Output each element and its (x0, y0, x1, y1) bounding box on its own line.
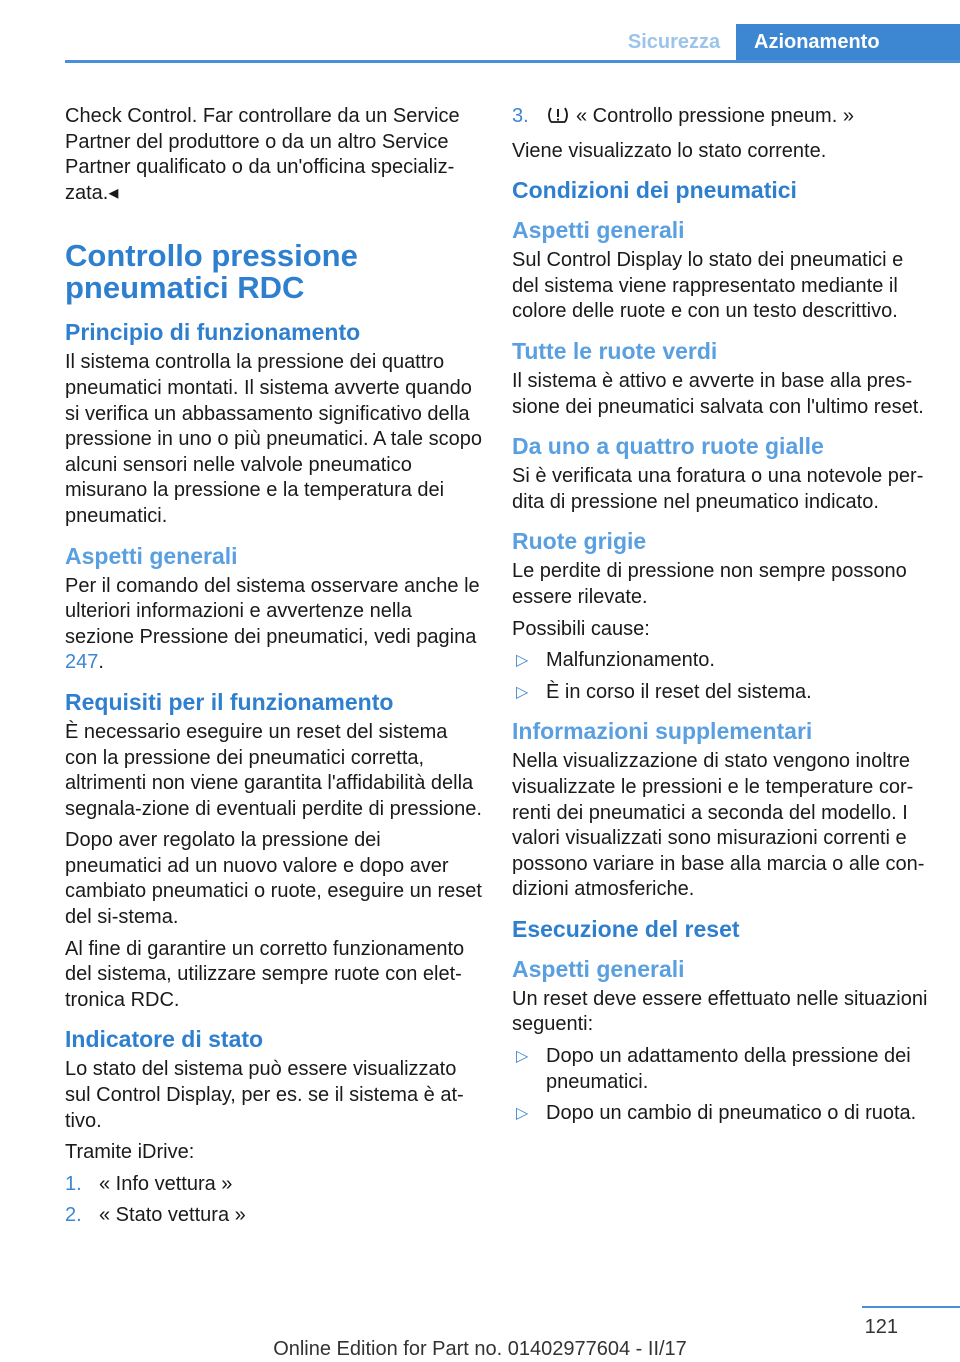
step-number: 1. (65, 1172, 82, 1195)
step-number: 2. (65, 1204, 82, 1227)
causes-list (512, 648, 932, 705)
ruote-gialle-text: Si è verificata una foratura o una notevole per-dita di pressione nel pneumatico indicato. (512, 465, 924, 513)
indicatore-p1: Lo stato del sistema può essere visualizzato sul Control Display, per es. se il sistema è at-tivo. (65, 1058, 464, 1132)
step-text: « Stato vettura » (99, 1204, 246, 1227)
possibili-cause-label: Possibili cause: (512, 617, 650, 640)
informazioni-text: Nella visualizzazione di stato vengono inoltre visualizzate le pressioni e le temperature cor-renti dei pneumatici a seconda del modello. I valori visualizzati sono misurazioni correnti e possono variare in base alla marcia o alle con-dizioni atmosferiche. (512, 750, 925, 901)
bullet-text: È in corso il reset del sistema. (546, 680, 812, 703)
section-title-ruote-gialle: Da uno a quattro ruote gialle (512, 433, 824, 460)
triangle-bullet-icon: ▷ (516, 1105, 529, 1123)
section-title-reset-aspetti: Aspetti generali (512, 955, 685, 982)
step-text: « Info vettura » (99, 1172, 233, 1195)
reset-list (512, 1044, 932, 1127)
main-title: Controllo pressione pneumatici RDC (65, 238, 358, 306)
bullet-text: Dopo un adattamento della pressione dei pneumatici. (546, 1045, 911, 1093)
list-item (512, 680, 932, 706)
page-number-rule (862, 1306, 960, 1308)
triangle-bullet-icon: ▷ (516, 683, 529, 701)
ruote-verdi-text: Il sistema è attivo e avverte in base alla pres-sione dei pneumatici salvata con l'ultimo reset. (512, 369, 924, 418)
reset-text: Un reset deve essere effettuato nelle situazioni seguenti: (512, 987, 928, 1036)
condizioni-text: Sul Control Display lo stato dei pneumatici e del sistema viene rappresentato mediante il colore delle ruote e con un testo descrittivo. (512, 249, 904, 323)
section-title-indicatore: Indicatore di stato (65, 1026, 264, 1053)
section-title-condizioni: Condizioni dei pneumatici (512, 177, 797, 204)
list-item (512, 1044, 932, 1095)
aspetti-text-end: . (98, 651, 104, 674)
requisiti-p1: È necessario eseguire un reset del sistema con la pressione dei pneumatici corretta, altrimenti non viene garantita l'affidabilità della segnala-zione di eventuali perdite di pressione. (65, 720, 482, 820)
section-title-principio: Principio di funzionamento (65, 319, 361, 346)
idrive-steps (65, 1172, 483, 1229)
list-item (65, 1203, 483, 1229)
requisiti-p2: Dopo aver regolato la pressione dei pneumatici ad un nuovo valore e dopo aver cambiato pneumatici o ruote, eseguire un reset del si-stema. (65, 829, 482, 929)
section-title-ruote-grigie: Ruote grigie (512, 528, 647, 555)
list-item (512, 648, 932, 674)
right-column (512, 104, 932, 1133)
requisiti-p3: Al fine di garantire un corretto funzionamento del sistema, utilizzare sempre ruote con elet-tronica RDC. (65, 937, 465, 1011)
section-title-aspetti-generali: Aspetti generali (512, 217, 685, 244)
bullet-text: Dopo un cambio di pneumatico o di ruota. (546, 1102, 917, 1125)
principio-text: Il sistema controlla la pressione dei quattro pneumatici montati. Il sistema avverte quando si verifica un abbassamento significativo della pressione in uno o più pneumatici. A tale scopo alcuni sensori nelle valvole pneumatico misurano la pressione e la temperatura dei pneumatici. (65, 351, 482, 527)
bullet-text: Malfunzionamento. (546, 649, 715, 672)
ruote-grigie-text: Le perdite di pressione non sempre possono essere rilevate. (512, 560, 907, 608)
section-title-reset: Esecuzione del reset (512, 915, 740, 942)
page-number: 121 (864, 1316, 898, 1338)
triangle-bullet-icon: ▷ (516, 652, 529, 670)
section-title-informazioni: Informazioni supplementari (512, 718, 813, 745)
page-link-247[interactable]: 247 (65, 651, 99, 674)
triangle-bullet-icon: ▷ (516, 1048, 529, 1066)
section-title-ruote-verdi: Tutte le ruote verdi (512, 337, 718, 364)
header-section-sicurezza[interactable]: Sicurezza (627, 31, 721, 53)
footer-edition: Online Edition for Part no. 01402977604 - II/17 (273, 1338, 687, 1360)
intro-paragraph: Check Control. Far controllare da un Service Partner del produttore o da un altro Service Partner qualificato o da un'officina specializ-zata.◂ (65, 105, 460, 204)
aspetti-text (65, 574, 483, 676)
section-title-aspetti: Aspetti generali (65, 542, 238, 569)
step-number: 3. (512, 105, 529, 127)
tire-pressure-icon (546, 105, 570, 133)
header-section-azionamento[interactable]: Azionamento (736, 24, 960, 60)
header-rule (65, 60, 960, 63)
aspetti-text-main: Per il comando del sistema osservare anche le ulteriori informazioni e avvertenze nella sezione Pressione dei pneumatici, vedi pagina (65, 574, 480, 648)
list-item (512, 1101, 932, 1127)
step3-result: Viene visualizzato lo stato corrente. (512, 139, 827, 162)
idrive-steps-continued (512, 104, 932, 133)
list-item (65, 1172, 483, 1198)
section-title-requisiti: Requisiti per il funzionamento (65, 688, 394, 715)
list-item (512, 104, 932, 133)
step-text: « Controllo pressione pneum. » (576, 105, 854, 127)
indicatore-p2: Tramite iDrive: (65, 1141, 195, 1164)
left-column (65, 104, 483, 1235)
